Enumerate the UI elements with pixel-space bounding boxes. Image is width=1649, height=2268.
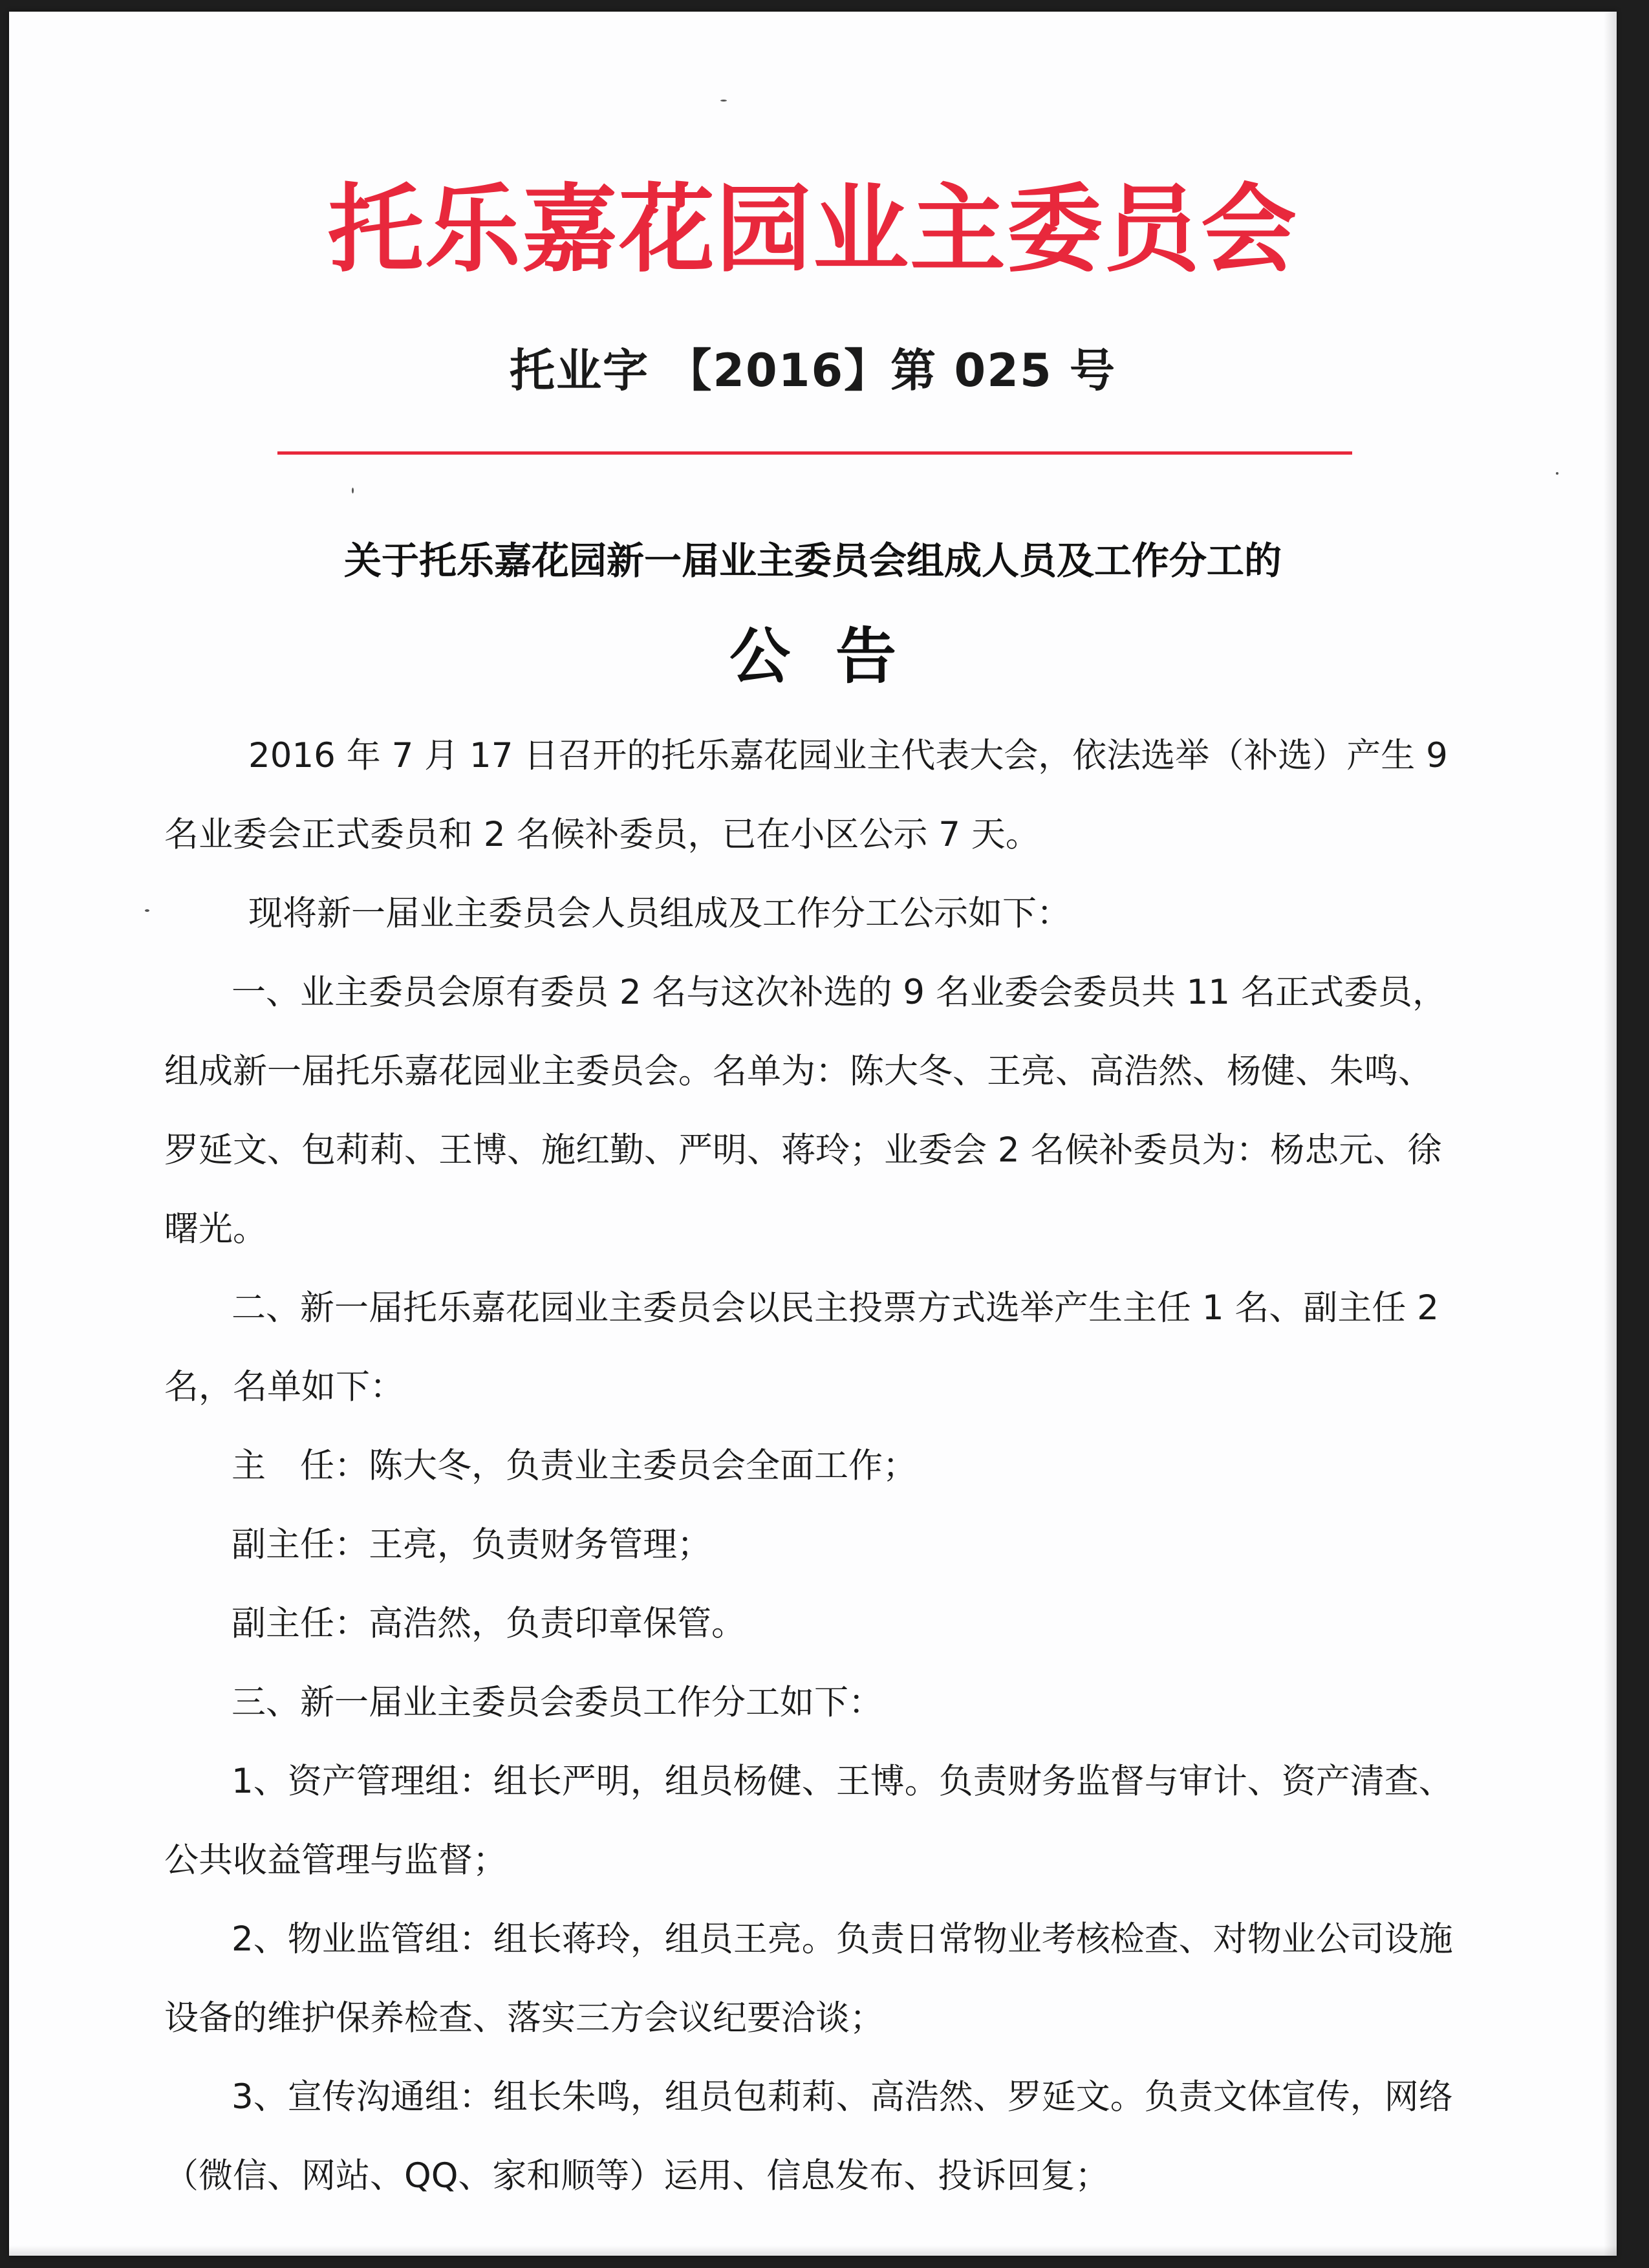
scan-speck — [1556, 472, 1558, 475]
red-divider — [277, 451, 1352, 455]
scan-speck — [352, 488, 354, 493]
scan-speck — [145, 909, 149, 912]
document-body — [164, 717, 1464, 2216]
group-asset-management: 1、资产管理组：组长严明，组员杨健、王博。负责财务监督与审计、资产清查、公共收益管理与监督； — [164, 1762, 1453, 1880]
group-publicity-communication: 3、宣传沟通组：组长朱鸣，组员包莉莉、高浩然、罗延文。负责文体宣传，网络（微信、网站、QQ、家和顺等）运用、信息发布、投诉回复； — [164, 2077, 1453, 2196]
paragraph-section-2: 二、新一届托乐嘉花园业主委员会以民主投票方式选举产生主任 1 名、副主任 2 名，名单如下： — [164, 1288, 1439, 1407]
organization-title: 托乐嘉花园业主委员会 — [328, 173, 1298, 285]
scan-edge-shadow — [9, 2245, 1617, 2256]
paragraph-announcement: 现将新一届业主委员会人员组成及工作分工公示如下： — [248, 894, 1071, 933]
scan-speck — [720, 100, 727, 102]
notice-heading: 关于托乐嘉花园新一届业主委员会组成人员及工作分工的 — [343, 539, 1282, 583]
deputy-director-line-1: 副主任：王亮，负责财务管理； — [232, 1525, 711, 1564]
scan-edge-shadow — [1604, 12, 1617, 2256]
paragraph-section-1: 一、业主委员会原有委员 2 名与这次补选的 9 名业委会委员共 11 名正式委员，组成新一届托乐嘉花园业主委员会。名单为：陈大冬、王亮、高浩然、杨健、朱鸣、罗延文、包莉莉、王博、施红勤、严明、蒋玲；业委会 2 名候补委员为：杨忠元、徐曙光。 — [164, 973, 1447, 1249]
group-property-supervision: 2、物业监管组：组长蒋玲，组员王亮。负责日常物业考核检查、对物业公司设施设备的维护保养检查、落实三方会议纪要洽谈； — [164, 1919, 1453, 2038]
director-line: 主 任：陈大冬，负责业主委员会全面工作； — [232, 1446, 917, 1485]
notice-title: 公告 — [729, 621, 942, 692]
document-number: 托业字 【2016】第 025 号 — [509, 344, 1117, 397]
paragraph-section-3: 三、新一届业主委员会委员工作分工如下： — [232, 1683, 883, 1722]
document-page — [9, 12, 1617, 2256]
paragraph-intro: 2016 年 7 月 17 日召开的托乐嘉花园业主代表大会，依法选举（补选）产生 9 名业委会正式委员和 2 名候补委员，已在小区公示 7 天。 — [164, 736, 1448, 854]
deputy-director-line-2: 副主任：高浩然，负责印章保管。 — [232, 1604, 746, 1643]
